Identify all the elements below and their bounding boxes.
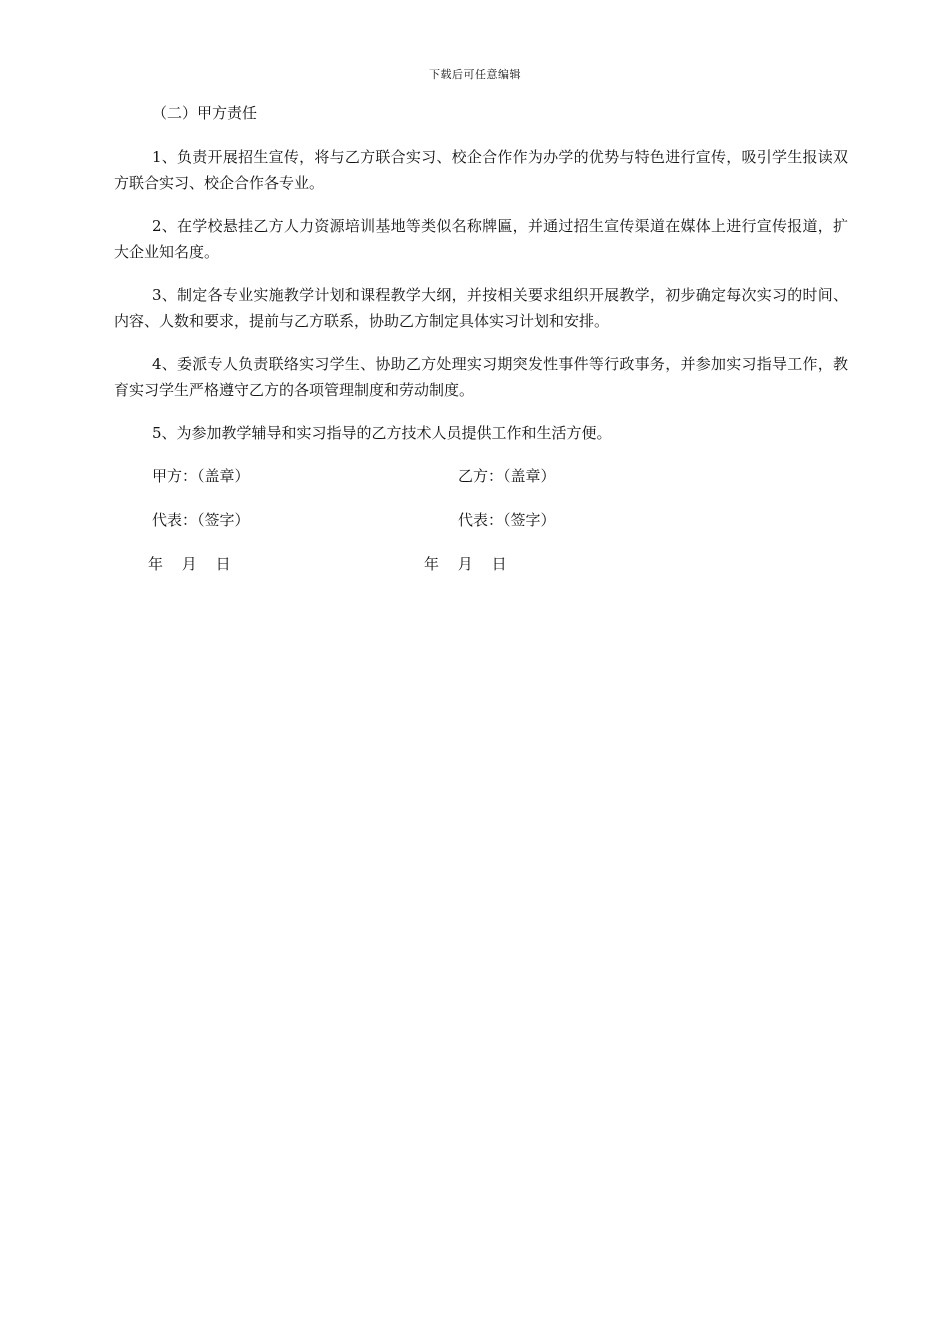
party-b-seal: 乙方：（盖章） <box>458 467 556 485</box>
representative-row <box>114 507 848 533</box>
party-a-date-year: 年 <box>148 555 164 573</box>
paragraph-1: 1、负责开展招生宣传，将与乙方联合实习、校企合作作为办学的优势与特色进行宣传，吸引学生报读双方联合实习、校企合作各专业。 <box>114 148 848 192</box>
date-row <box>114 551 848 577</box>
party-a-date <box>148 551 245 577</box>
page-header: 下载后可任意编辑 <box>429 68 521 81</box>
party-b-date-year: 年 <box>424 555 440 573</box>
party-a-seal: 甲方：（盖章） <box>152 467 250 485</box>
party-b-date-month: 月 <box>457 555 473 573</box>
paragraph-4: 4、委派专人负责联络实习学生、协助乙方处理实习期突发性事件等行政事务，并参加实习指导工作，教育实习学生严格遵守乙方的各项管理制度和劳动制度。 <box>114 355 848 399</box>
party-b-date-day: 日 <box>491 555 507 573</box>
party-b-representative: 代表：（签字） <box>458 511 556 529</box>
paragraph-2: 2、在学校悬挂乙方人力资源培训基地等类似名称牌匾，并通过招生宣传渠道在媒体上进行宣传报道，扩大企业知名度。 <box>114 217 848 261</box>
party-a-representative: 代表：（签字） <box>152 511 250 529</box>
party-b-date <box>424 551 521 577</box>
party-a-date-day: 日 <box>215 555 231 573</box>
section-title: （二）甲方责任 <box>152 104 258 122</box>
paragraph-3: 3、制定各专业实施教学计划和课程教学大纲，并按相关要求组织开展教学，初步确定每次实习的时间、内容、人数和要求，提前与乙方联系，协助乙方制定具体实习计划和安排。 <box>114 286 848 330</box>
paragraph-5: 5、为参加教学辅导和实习指导的乙方技术人员提供工作和生活方便。 <box>152 424 612 442</box>
party-a-date-month: 月 <box>181 555 197 573</box>
seal-row <box>114 463 848 489</box>
document-body <box>114 100 848 595</box>
